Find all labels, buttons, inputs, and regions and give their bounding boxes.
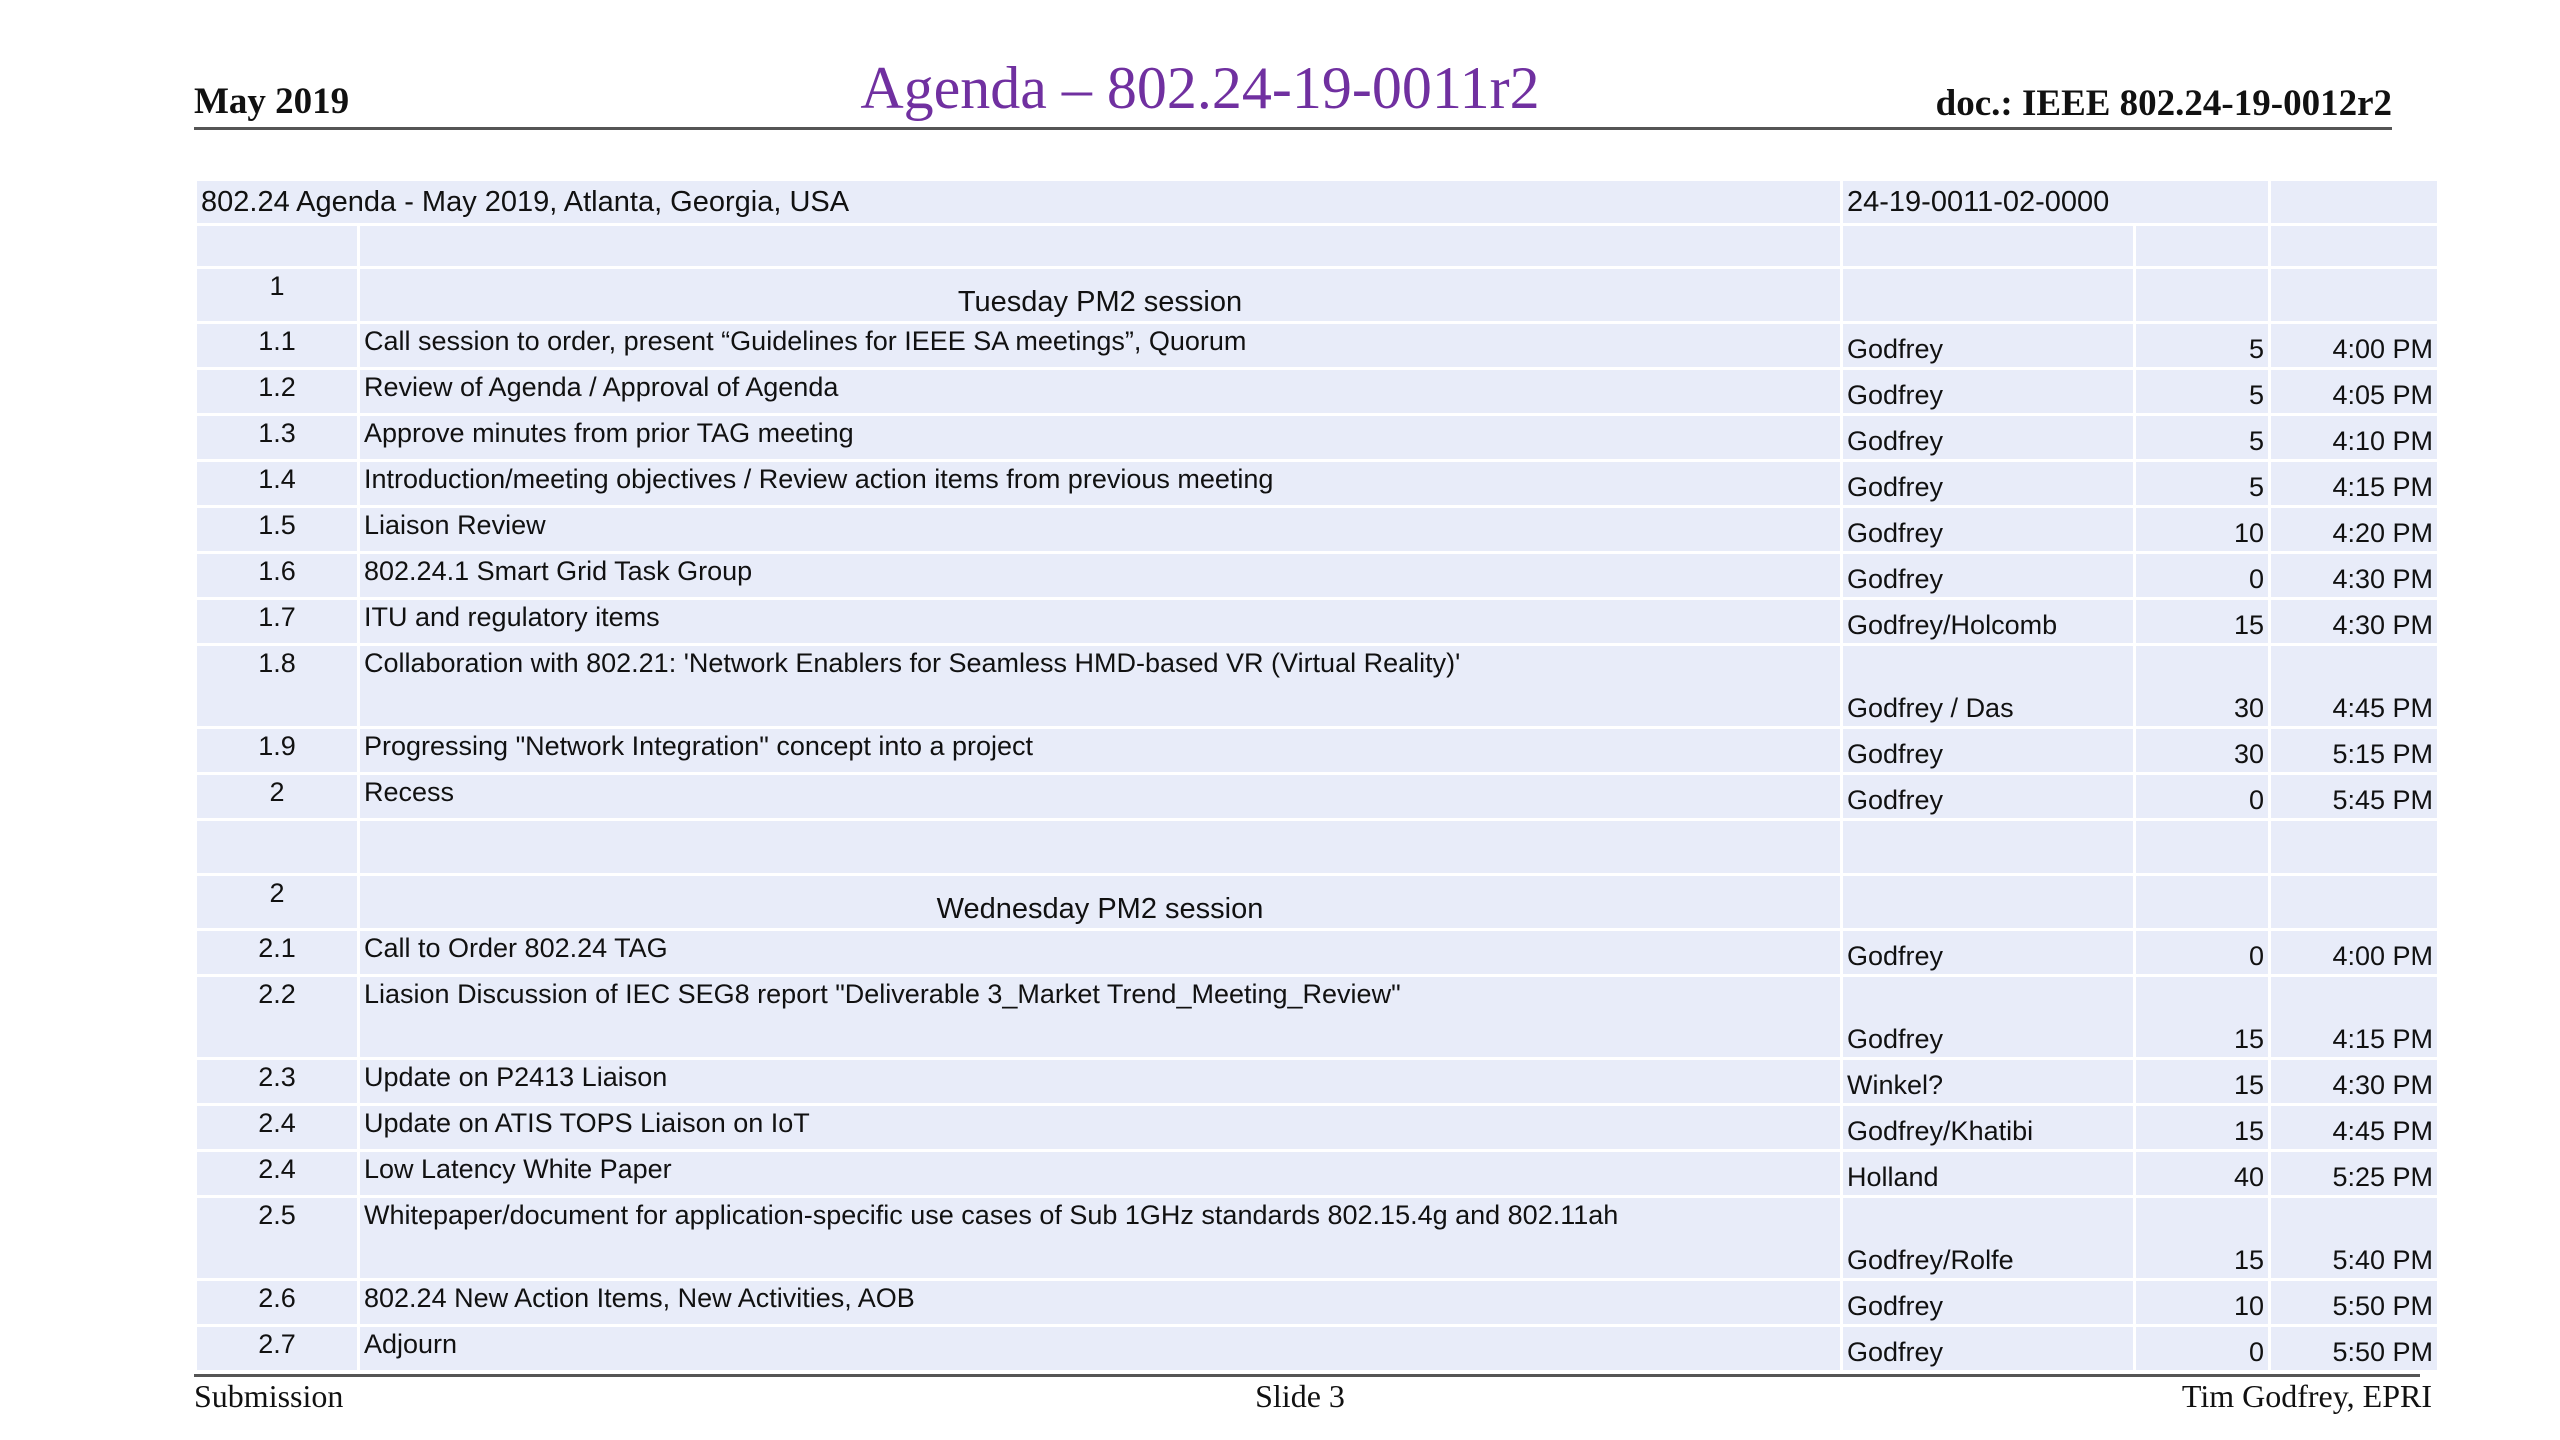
item-duration: 5 bbox=[2136, 462, 2268, 505]
item-number: 2.3 bbox=[197, 1060, 357, 1103]
spacer-row bbox=[197, 226, 2437, 266]
item-start-time: 5:50 PM bbox=[2271, 1281, 2437, 1324]
item-owner: Godfrey bbox=[1843, 729, 2133, 772]
agenda-row bbox=[197, 1281, 2437, 1324]
spacer-row bbox=[197, 821, 2437, 873]
item-description: Progressing "Network Integration" concept into a project bbox=[360, 729, 1840, 772]
agenda-row bbox=[197, 1198, 2437, 1278]
item-description: Update on P2413 Liaison bbox=[360, 1060, 1840, 1103]
footer-submission: Submission bbox=[194, 1378, 344, 1414]
item-number: 2.6 bbox=[197, 1281, 357, 1324]
item-duration: 10 bbox=[2136, 1281, 2268, 1324]
item-start-time: 4:30 PM bbox=[2271, 1060, 2437, 1103]
item-owner: Godfrey bbox=[1843, 370, 2133, 413]
item-duration: 30 bbox=[2136, 646, 2268, 726]
footer-slide-number: Slide 3 bbox=[1255, 1378, 1345, 1414]
item-number: 1.2 bbox=[197, 370, 357, 413]
item-owner: Godfrey/Khatibi bbox=[1843, 1106, 2133, 1149]
item-duration: 5 bbox=[2136, 416, 2268, 459]
session-header-row bbox=[197, 269, 2437, 321]
agenda-row bbox=[197, 977, 2437, 1057]
item-number: 2 bbox=[197, 775, 357, 818]
item-start-time: 4:30 PM bbox=[2271, 600, 2437, 643]
item-number: 1.1 bbox=[197, 324, 357, 367]
agenda-row bbox=[197, 324, 2437, 367]
item-owner: Godfrey / Das bbox=[1843, 646, 2133, 726]
item-duration: 5 bbox=[2136, 370, 2268, 413]
item-description: Review of Agenda / Approval of Agenda bbox=[360, 370, 1840, 413]
item-description: Update on ATIS TOPS Liaison on IoT bbox=[360, 1106, 1840, 1149]
item-description: Approve minutes from prior TAG meeting bbox=[360, 416, 1840, 459]
agenda-table bbox=[194, 178, 2440, 1373]
item-start-time: 5:25 PM bbox=[2271, 1152, 2437, 1195]
agenda-doc-number: 24-19-0011-02-0000 bbox=[1843, 181, 2268, 223]
item-owner: Godfrey bbox=[1843, 931, 2133, 974]
agenda-row bbox=[197, 1327, 2437, 1370]
agenda-row bbox=[197, 600, 2437, 643]
agenda-row bbox=[197, 1060, 2437, 1103]
agenda-row bbox=[197, 646, 2437, 726]
item-start-time: 4:10 PM bbox=[2271, 416, 2437, 459]
item-duration: 15 bbox=[2136, 600, 2268, 643]
item-duration: 0 bbox=[2136, 931, 2268, 974]
agenda-row bbox=[197, 370, 2437, 413]
item-owner: Winkel? bbox=[1843, 1060, 2133, 1103]
agenda-row bbox=[197, 416, 2437, 459]
item-description: Liaison Review bbox=[360, 508, 1840, 551]
item-start-time: 4:05 PM bbox=[2271, 370, 2437, 413]
item-number: 1.7 bbox=[197, 600, 357, 643]
item-start-time: 4:00 PM bbox=[2271, 324, 2437, 367]
item-number: 1.5 bbox=[197, 508, 357, 551]
item-duration: 15 bbox=[2136, 1198, 2268, 1278]
footer-divider bbox=[194, 1374, 2420, 1377]
agenda-row bbox=[197, 554, 2437, 597]
item-number: 2.5 bbox=[197, 1198, 357, 1278]
header-divider bbox=[194, 127, 2392, 130]
item-number: 2.4 bbox=[197, 1152, 357, 1195]
item-number: 2.4 bbox=[197, 1106, 357, 1149]
item-start-time: 4:20 PM bbox=[2271, 508, 2437, 551]
item-description: Collaboration with 802.21: 'Network Enablers for Seamless HMD-based VR (Virtual Reality)' bbox=[360, 646, 1840, 726]
item-description: Recess bbox=[360, 775, 1840, 818]
item-owner: Godfrey bbox=[1843, 775, 2133, 818]
item-duration: 15 bbox=[2136, 1060, 2268, 1103]
item-owner: Godfrey/Rolfe bbox=[1843, 1198, 2133, 1278]
item-owner: Godfrey bbox=[1843, 508, 2133, 551]
item-duration: 30 bbox=[2136, 729, 2268, 772]
item-number: 1.6 bbox=[197, 554, 357, 597]
item-start-time: 4:15 PM bbox=[2271, 462, 2437, 505]
item-number: 2.1 bbox=[197, 931, 357, 974]
item-duration: 15 bbox=[2136, 1106, 2268, 1149]
item-start-time: 5:15 PM bbox=[2271, 729, 2437, 772]
agenda-row bbox=[197, 775, 2437, 818]
session-title: Tuesday PM2 session bbox=[360, 269, 1840, 321]
item-number: 1.9 bbox=[197, 729, 357, 772]
item-description: Whitepaper/document for application-specific use cases of Sub 1GHz standards 802.15.4g and 802.11ah bbox=[360, 1198, 1840, 1278]
item-start-time: 5:50 PM bbox=[2271, 1327, 2437, 1370]
session-header-row bbox=[197, 876, 2437, 928]
item-owner: Godfrey bbox=[1843, 1281, 2133, 1324]
agenda-row bbox=[197, 1106, 2437, 1149]
agenda-row bbox=[197, 462, 2437, 505]
item-duration: 0 bbox=[2136, 554, 2268, 597]
item-start-time: 5:40 PM bbox=[2271, 1198, 2437, 1278]
item-description: 802.24.1 Smart Grid Task Group bbox=[360, 554, 1840, 597]
item-owner: Godfrey bbox=[1843, 1327, 2133, 1370]
item-start-time: 4:45 PM bbox=[2271, 646, 2437, 726]
slide-title: Agenda – 802.24-19-0011r2 bbox=[860, 55, 1540, 121]
item-description: ITU and regulatory items bbox=[360, 600, 1840, 643]
item-owner: Godfrey bbox=[1843, 554, 2133, 597]
item-description: Call session to order, present “Guidelines for IEEE SA meetings”, Quorum bbox=[360, 324, 1840, 367]
item-description: Introduction/meeting objectives / Review action items from previous meeting bbox=[360, 462, 1840, 505]
item-start-time: 5:45 PM bbox=[2271, 775, 2437, 818]
item-duration: 15 bbox=[2136, 977, 2268, 1057]
item-number: 2.2 bbox=[197, 977, 357, 1057]
item-owner: Holland bbox=[1843, 1152, 2133, 1195]
session-number: 1 bbox=[197, 269, 357, 321]
item-duration: 10 bbox=[2136, 508, 2268, 551]
item-start-time: 4:45 PM bbox=[2271, 1106, 2437, 1149]
item-start-time: 4:15 PM bbox=[2271, 977, 2437, 1057]
item-duration: 0 bbox=[2136, 775, 2268, 818]
table-title-row bbox=[197, 181, 2437, 223]
footer-author: Tim Godfrey, EPRI bbox=[2181, 1378, 2432, 1414]
item-number: 2.7 bbox=[197, 1327, 357, 1370]
item-start-time: 4:30 PM bbox=[2271, 554, 2437, 597]
agenda-table-title: 802.24 Agenda - May 2019, Atlanta, Georgia, USA bbox=[197, 181, 1840, 223]
item-description: Liasion Discussion of IEC SEG8 report "Deliverable 3_Market Trend_Meeting_Review" bbox=[360, 977, 1840, 1057]
item-owner: Godfrey bbox=[1843, 977, 2133, 1057]
item-description: Low Latency White Paper bbox=[360, 1152, 1840, 1195]
item-duration: 40 bbox=[2136, 1152, 2268, 1195]
agenda-row bbox=[197, 729, 2437, 772]
item-owner: Godfrey/Holcomb bbox=[1843, 600, 2133, 643]
item-number: 1.3 bbox=[197, 416, 357, 459]
item-duration: 0 bbox=[2136, 1327, 2268, 1370]
header-date: May 2019 bbox=[194, 81, 350, 122]
item-description: 802.24 New Action Items, New Activities, AOB bbox=[360, 1281, 1840, 1324]
item-number: 1.4 bbox=[197, 462, 357, 505]
session-title: Wednesday PM2 session bbox=[360, 876, 1840, 928]
item-description: Adjourn bbox=[360, 1327, 1840, 1370]
item-owner: Godfrey bbox=[1843, 462, 2133, 505]
item-owner: Godfrey bbox=[1843, 416, 2133, 459]
item-number: 1.8 bbox=[197, 646, 357, 726]
agenda-row bbox=[197, 931, 2437, 974]
session-number: 2 bbox=[197, 876, 357, 928]
doc-id: doc.: IEEE 802.24-19-0012r2 bbox=[1935, 83, 2392, 124]
item-start-time: 4:00 PM bbox=[2271, 931, 2437, 974]
item-description: Call to Order 802.24 TAG bbox=[360, 931, 1840, 974]
agenda-row bbox=[197, 1152, 2437, 1195]
item-duration: 5 bbox=[2136, 324, 2268, 367]
item-owner: Godfrey bbox=[1843, 324, 2133, 367]
agenda-row bbox=[197, 508, 2437, 551]
